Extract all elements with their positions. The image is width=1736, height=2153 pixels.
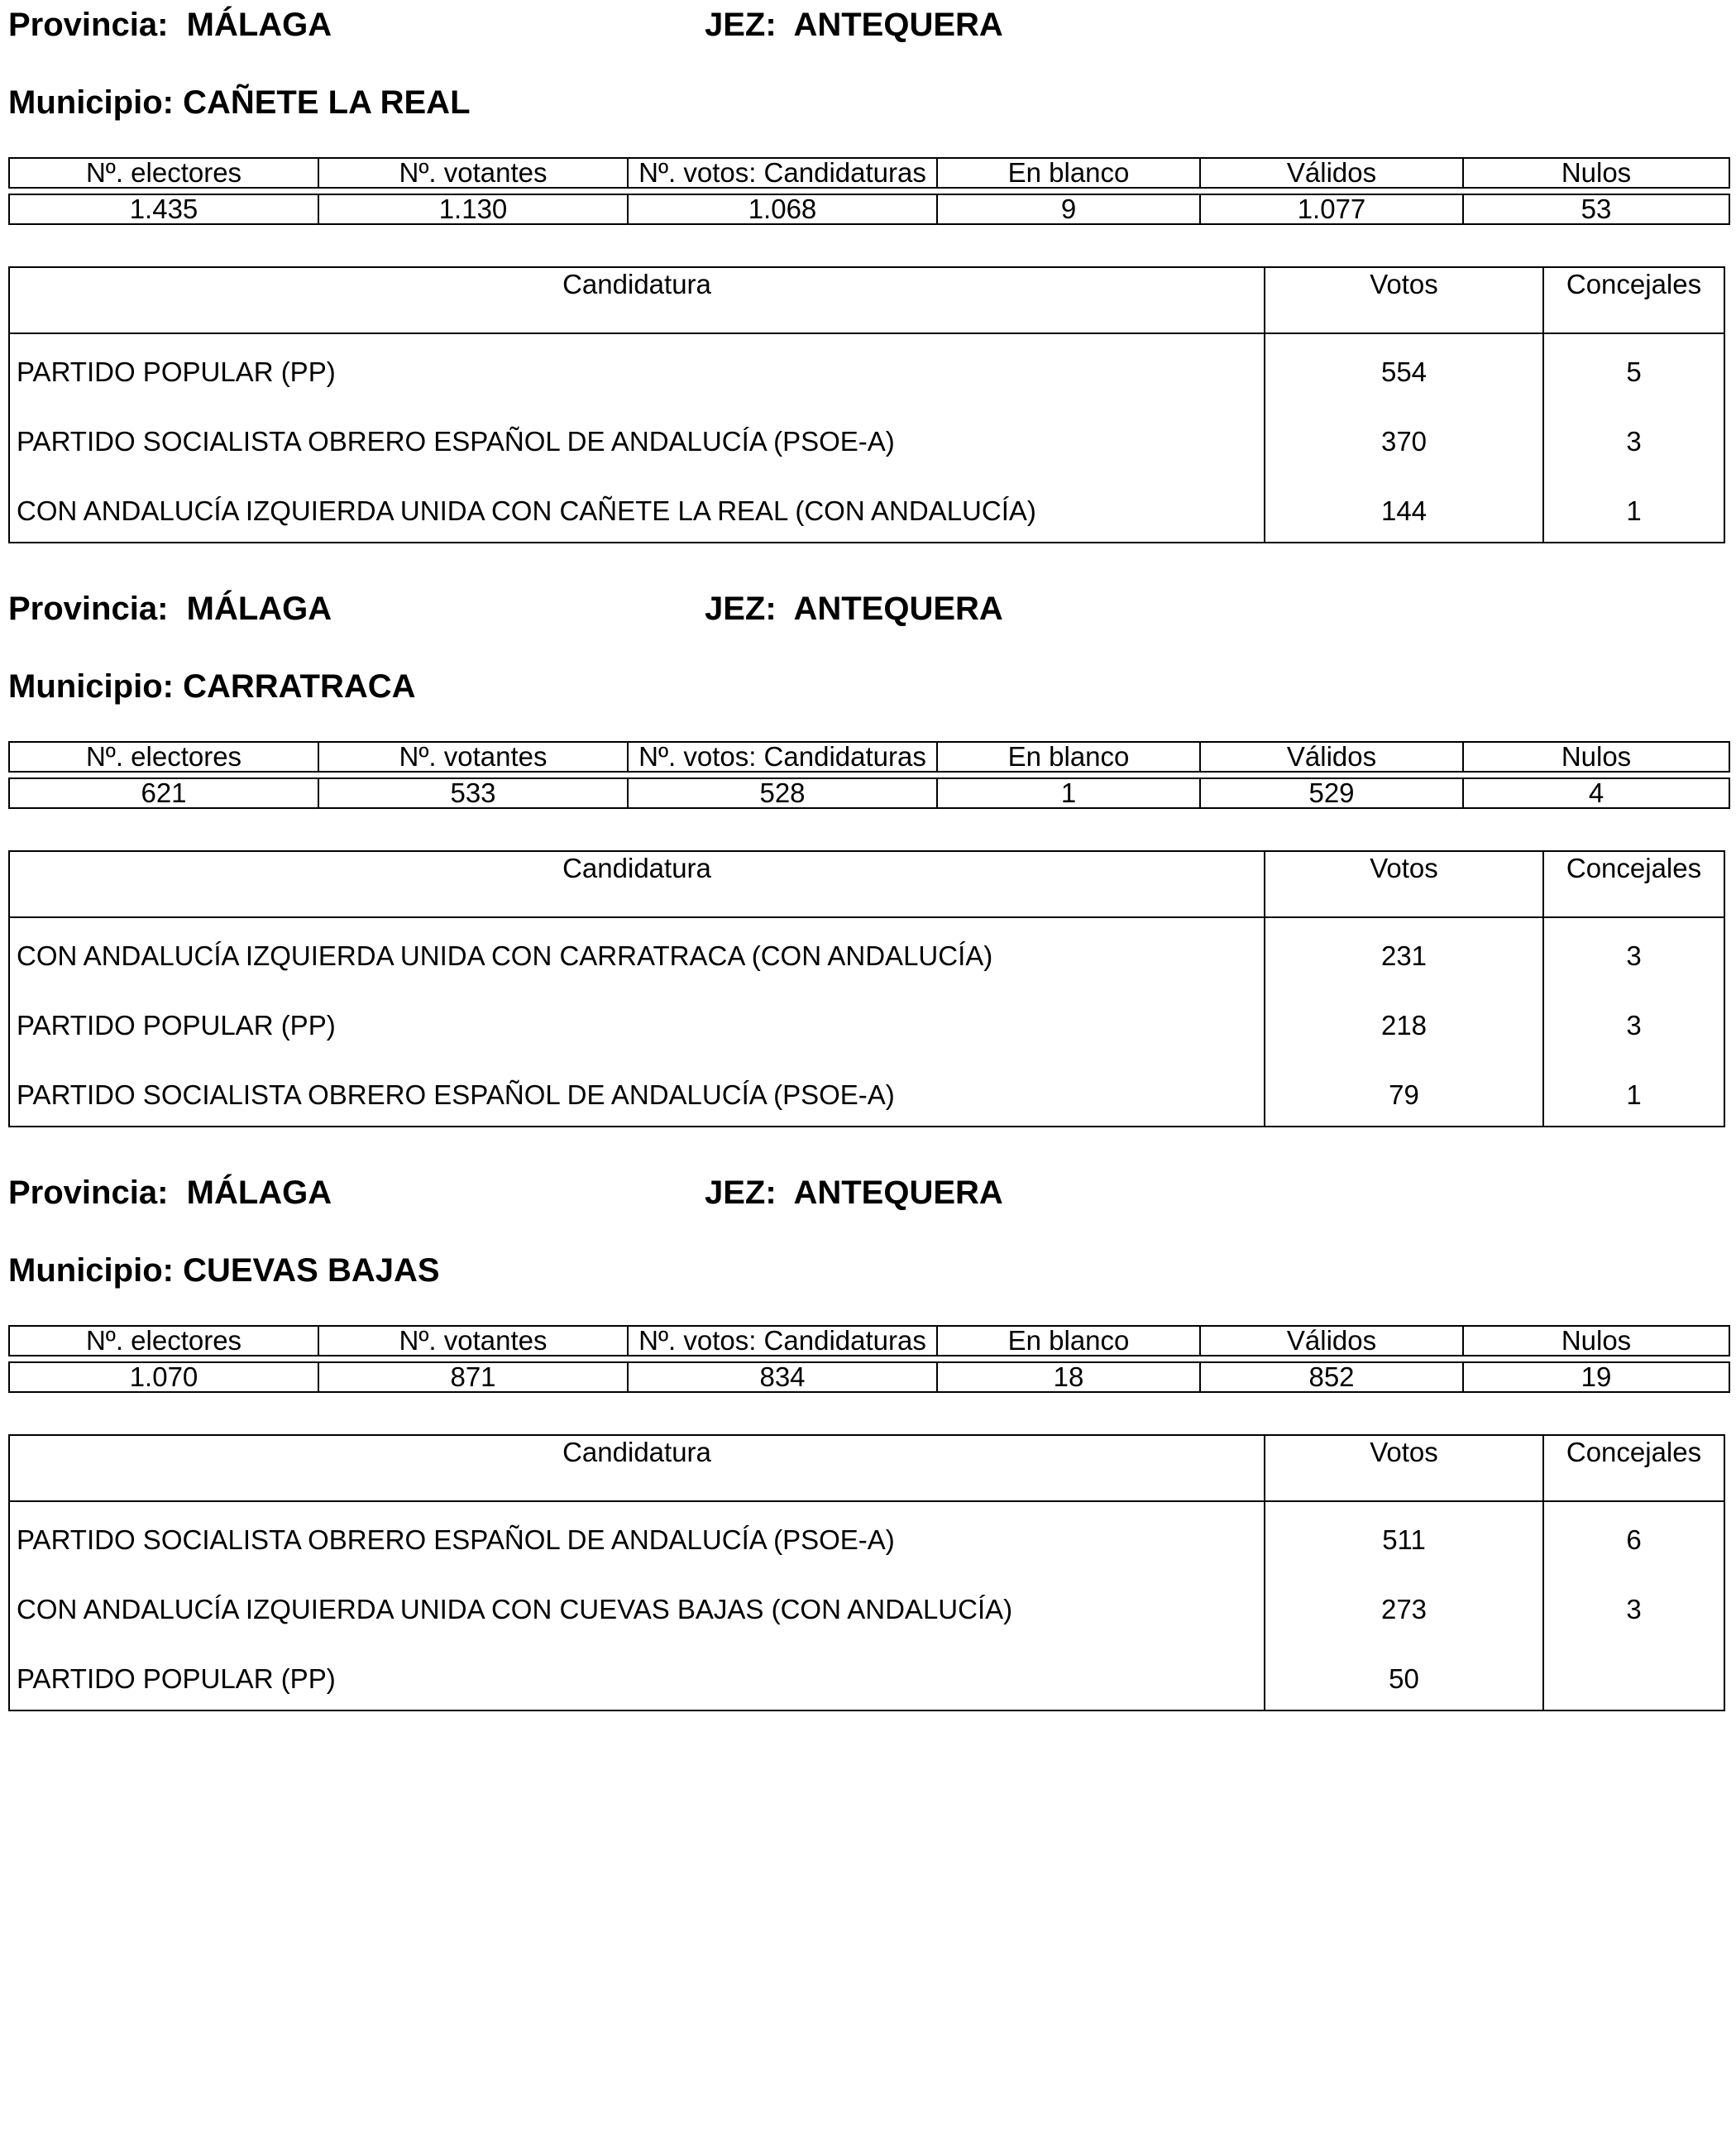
stats-value-row [9,1362,1729,1392]
jez-label: JEZ: [705,1175,777,1211]
stats-gap [9,772,1729,778]
jez-heading [705,589,1003,629]
stats-value-row [9,778,1729,808]
provincia-value: MÁLAGA [186,7,332,43]
candidatura-votos: 231 [1380,940,1428,971]
candidatura-votos: 218 [1380,1010,1428,1041]
jez-heading [705,5,1003,45]
stats-value-en-blanco: 9 [937,194,1200,224]
stats-header-en-blanco: En blanco [937,742,1200,772]
stats-table [8,1325,1730,1393]
header-votos: Votos [1370,1437,1438,1467]
stats-value-electores: 1.070 [9,1362,318,1392]
header-concejales: Concejales [1566,1437,1702,1467]
municipio-section [0,584,1736,1163]
stats-value-votos-candidaturas: 1.068 [628,194,937,224]
candidaturas-table [8,850,1725,1127]
candidatura-concejales: 3 [1626,426,1642,457]
stats-value-validos: 1.077 [1200,194,1463,224]
stats-header-votantes: Nº. votantes [318,1326,628,1356]
stats-value-validos: 852 [1200,1362,1463,1392]
stats-value-votos-candidaturas: 834 [628,1362,937,1392]
jez-label: JEZ: [705,7,777,43]
candidaturas-table [8,266,1725,543]
stats-value-en-blanco: 18 [937,1362,1200,1392]
provincia-heading [8,1173,332,1213]
stats-value-row [9,194,1729,224]
stats-value-nulos: 4 [1463,778,1729,808]
municipio-value: CUEVAS BAJAS [183,1252,440,1289]
candidatura-row [10,1644,1724,1714]
header-votos: Votos [1370,853,1438,883]
candidatura-name: PARTIDO SOCIALISTA OBRERO ESPAÑOL DE ANDALUCÍA (PSOE-A) [17,1524,895,1555]
stats-header-nulos: Nulos [1463,742,1729,772]
stats-header-validos: Válidos [1200,1326,1463,1356]
stats-header-validos: Válidos [1200,742,1463,772]
jez-value: ANTEQUERA [793,591,1003,627]
municipio-label: Municipio: [8,84,174,121]
stats-table [8,157,1730,225]
candidatura-votos: 50 [1389,1663,1419,1694]
header-candidatura: Candidatura [562,269,711,299]
candidatura-name: PARTIDO SOCIALISTA OBRERO ESPAÑOL DE ANDALUCÍA (PSOE-A) [17,426,895,457]
municipio-value: CARRATRACA [183,668,416,705]
stats-value-votos-candidaturas: 528 [628,778,937,808]
jez-value: ANTEQUERA [793,1175,1003,1211]
candidatura-votos: 370 [1380,426,1428,457]
candidatura-row [10,407,1724,476]
candidatura-votos: 144 [1380,495,1428,526]
candidatura-row [10,337,1724,407]
candidaturas-table [8,1434,1725,1711]
header-votos: Votos [1370,269,1438,299]
stats-value-votantes: 533 [318,778,628,808]
stats-header-row [9,158,1729,188]
candidatura-name: PARTIDO POPULAR (PP) [17,356,336,387]
candidatura-concejales: 1 [1626,495,1642,526]
stats-value-votantes: 871 [318,1362,628,1392]
provincia-label: Provincia: [8,591,169,627]
stats-gap [9,1356,1729,1362]
stats-value-en-blanco: 1 [937,778,1200,808]
stats-header-nulos: Nulos [1463,158,1729,188]
stats-header-en-blanco: En blanco [937,1326,1200,1356]
candidatura-concejales: 6 [1626,1524,1642,1555]
stats-header-electores: Nº. electores [9,1326,318,1356]
candidatura-votos: 554 [1380,356,1428,387]
candidatura-name: PARTIDO POPULAR (PP) [17,1663,336,1694]
jez-heading [705,1173,1003,1213]
candidatura-name: PARTIDO SOCIALISTA OBRERO ESPAÑOL DE ANDALUCÍA (PSOE-A) [17,1079,895,1110]
provincia-label: Provincia: [8,1175,169,1211]
stats-header-electores: Nº. electores [9,158,318,188]
header-candidatura: Candidatura [562,1437,711,1467]
header-concejales: Concejales [1566,269,1702,299]
header-candidatura: Candidatura [562,853,711,883]
stats-header-votos-candidaturas: Nº. votos: Candidaturas [628,158,937,188]
municipio-value: CAÑETE LA REAL [183,84,471,121]
provincia-value: MÁLAGA [186,1175,332,1211]
stats-header-votos-candidaturas: Nº. votos: Candidaturas [628,1326,937,1356]
jez-label: JEZ: [705,591,777,627]
stats-header-votos-candidaturas: Nº. votos: Candidaturas [628,742,937,772]
candidatura-row [10,921,1724,991]
candidatura-votos: 79 [1389,1079,1419,1110]
stats-header-row [9,742,1729,772]
stats-header-row [9,1326,1729,1356]
municipio-label: Municipio: [8,1252,174,1289]
candidatura-name: PARTIDO POPULAR (PP) [17,1010,336,1041]
candidatura-row [10,1505,1724,1575]
stats-header-nulos: Nulos [1463,1326,1729,1356]
provincia-value: MÁLAGA [186,591,332,627]
header-divider [10,333,1724,334]
candidatura-votos: 273 [1380,1594,1428,1624]
provincia-heading [8,589,332,629]
stats-value-votantes: 1.130 [318,194,628,224]
candidatura-row [10,476,1724,546]
municipio-label: Municipio: [8,668,174,705]
stats-table [8,741,1730,809]
candidatura-votos: 511 [1382,1524,1426,1555]
stats-header-en-blanco: En blanco [937,158,1200,188]
header-divider [10,916,1724,918]
municipio-heading [8,667,416,706]
jez-value: ANTEQUERA [793,7,1003,43]
stats-value-electores: 621 [9,778,318,808]
header-divider [10,1500,1724,1502]
stats-header-votantes: Nº. votantes [318,158,628,188]
stats-header-votantes: Nº. votantes [318,742,628,772]
candidatura-row [10,991,1724,1060]
municipio-section [0,0,1736,579]
candidatura-concejales [1544,1644,1724,1714]
candidatura-name: CON ANDALUCÍA IZQUIERDA UNIDA CON CUEVAS BAJAS (CON ANDALUCÍA) [17,1594,1013,1624]
stats-value-nulos: 53 [1463,194,1729,224]
municipio-heading [8,83,471,122]
header-concejales: Concejales [1566,853,1702,883]
candidatura-concejales: 3 [1626,940,1642,971]
candidatura-concejales: 5 [1626,356,1642,387]
provincia-heading [8,5,332,45]
candidatura-concejales: 3 [1626,1010,1642,1041]
candidatura-row [10,1575,1724,1644]
stats-value-electores: 1.435 [9,194,318,224]
stats-gap [9,188,1729,194]
municipio-section [0,1168,1736,1747]
candidatura-row [10,1060,1724,1130]
stats-value-validos: 529 [1200,778,1463,808]
provincia-label: Provincia: [8,7,169,43]
candidatura-name: CON ANDALUCÍA IZQUIERDA UNIDA CON CAÑETE LA REAL (CON ANDALUCÍA) [17,495,1036,526]
candidatura-name: CON ANDALUCÍA IZQUIERDA UNIDA CON CARRATRACA (CON ANDALUCÍA) [17,940,993,971]
municipio-heading [8,1251,440,1290]
stats-header-electores: Nº. electores [9,742,318,772]
stats-header-validos: Válidos [1200,158,1463,188]
candidatura-concejales: 1 [1626,1079,1642,1110]
candidatura-concejales: 3 [1626,1594,1642,1624]
stats-value-nulos: 19 [1463,1362,1729,1392]
